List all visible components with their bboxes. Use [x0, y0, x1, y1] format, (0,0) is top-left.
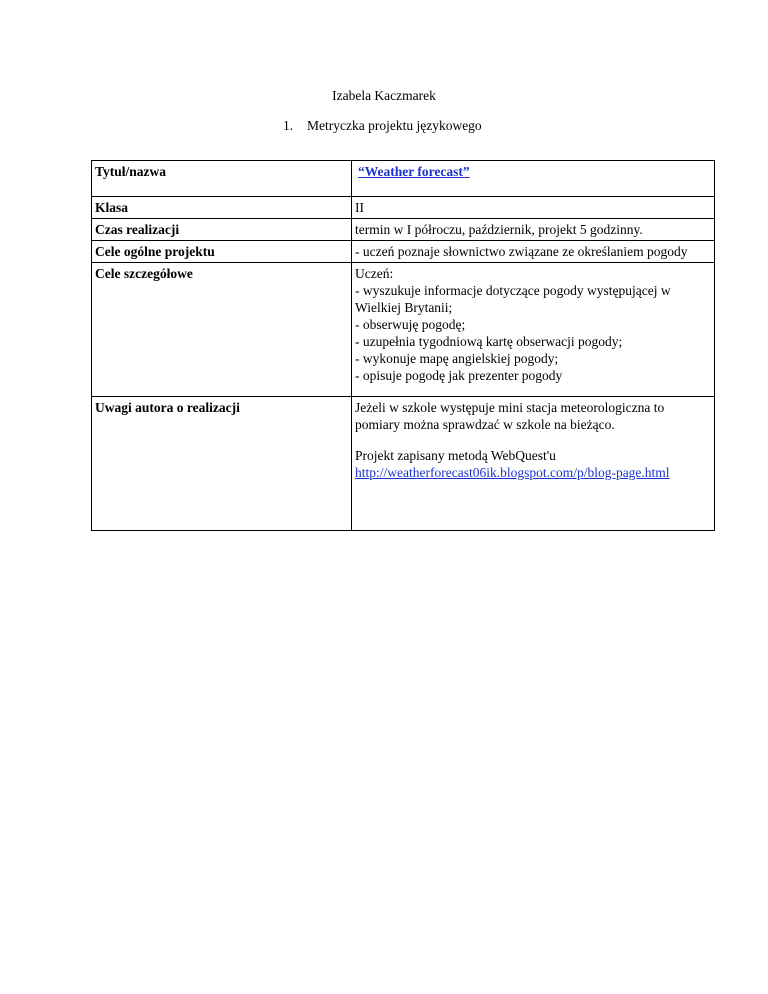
- row-value: [352, 161, 715, 197]
- table-row-general-goals: [92, 241, 715, 263]
- row-value: - uczeń poznaje słownictwo związane ze określaniem pogody: [352, 241, 715, 263]
- row-label: Tytuł/nazwa: [92, 161, 352, 197]
- row-label: Cele ogólne projektu: [92, 241, 352, 263]
- section-heading: [283, 118, 482, 134]
- goal-line: - opisuje pogodę jak prezenter pogody: [355, 368, 563, 383]
- project-title-link[interactable]: “Weather forecast”: [358, 164, 470, 179]
- webquest-link[interactable]: http://weatherforecast06ik.blogspot.com/p/blog-page.html: [355, 465, 670, 480]
- table-row-specific-goals: [92, 263, 715, 397]
- table-row-class: [92, 197, 715, 219]
- row-label: Uwagi autora o realizacji: [92, 397, 352, 531]
- table-row-time: [92, 219, 715, 241]
- row-value: II: [352, 197, 715, 219]
- notes-paragraph: Projekt zapisany metodą WebQuest'u: [355, 448, 556, 463]
- goal-line: - wykonuje mapę angielskiej pogody;: [355, 351, 559, 366]
- row-label: Cele szczegółowe: [92, 263, 352, 397]
- table-row-title: [92, 161, 715, 197]
- project-metadata-table: [91, 160, 715, 531]
- heading-number: 1.: [283, 118, 294, 133]
- goal-line: - obserwuję pogodę;: [355, 317, 466, 332]
- notes-paragraph: Jeżeli w szkole występuje mini stacja meteorologiczna to pomiary można sprawdzać w szkole na bieżąco.: [355, 400, 665, 432]
- row-value: [352, 263, 715, 397]
- goal-line: Uczeń:: [355, 266, 394, 281]
- row-value: [352, 397, 715, 531]
- row-value: termin w I półroczu, październik, projekt 5 godzinny.: [352, 219, 715, 241]
- goal-line: - uzupełnia tygodniową kartę obserwacji pogody;: [355, 334, 623, 349]
- row-label: Czas realizacji: [92, 219, 352, 241]
- heading-text: Metryczka projektu językowego: [307, 118, 482, 133]
- author-name: Izabela Kaczmarek: [332, 88, 436, 103]
- table-row-author-notes: [92, 397, 715, 531]
- paragraph-gap: [355, 433, 711, 447]
- goal-line: - wyszukuje informacje dotyczące pogody występującej w Wielkiej Brytanii;: [355, 283, 671, 315]
- row-label: Klasa: [92, 197, 352, 219]
